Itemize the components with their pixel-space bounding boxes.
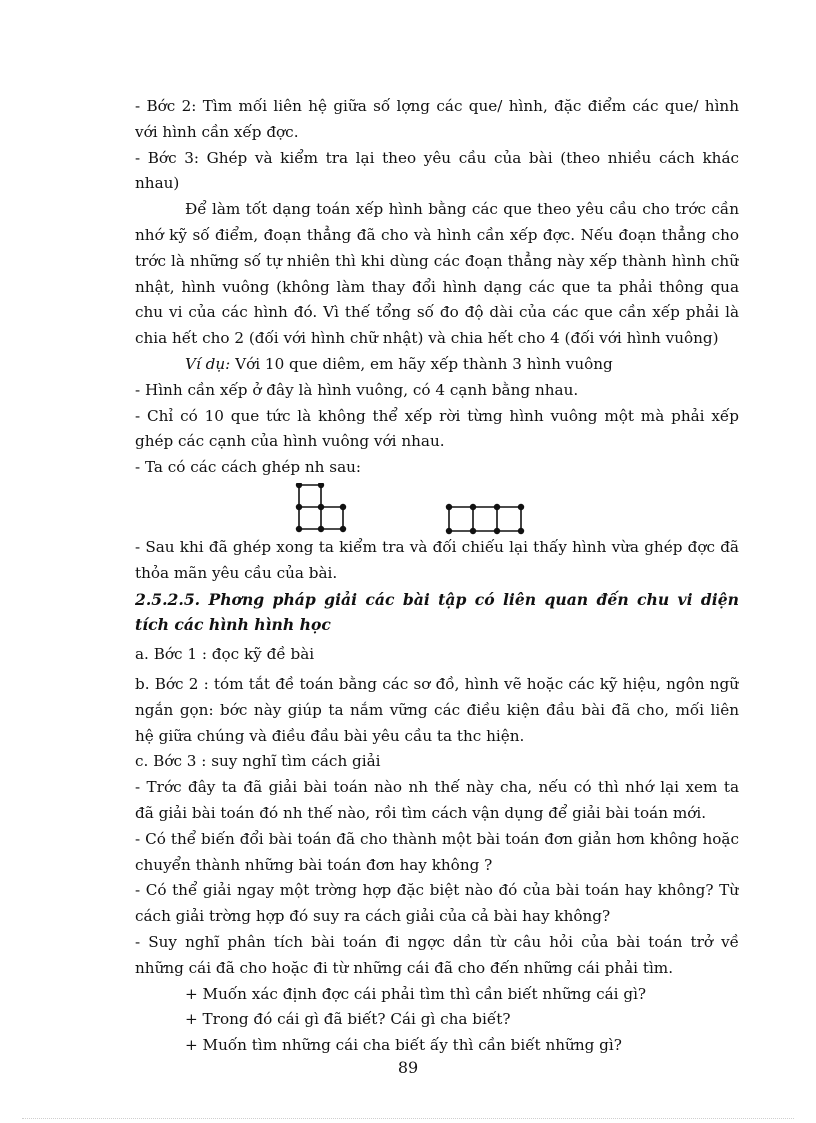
text-line: - Ta có các cách ghép nh sau:: [135, 458, 362, 477]
text-line: b. Bớc 2 : tóm tắt đề toán bằng các sơ đồ, hình vẽ hoặc các kỹ hiệu, ngôn ngữ: [135, 674, 739, 693]
text-line: những cái đã cho hoặc đi từ những cái đã cho đến những cái phải tìm.: [135, 958, 674, 977]
section-heading: 2.5.2.5. Phơng pháp giải các bài tập có liên quan đến chu vi diện: [135, 589, 739, 609]
text-line: nhau): [135, 174, 180, 193]
text-line: - Chỉ có 10 que tức là không thể xếp rời từng hình vuông một mà phải xếp: [135, 406, 739, 425]
figure-horizontal-dots: [446, 504, 524, 534]
text-line: cách giải trờng hợp đó suy ra cách giải của cả bài hay không?: [135, 907, 611, 926]
text-line: Để làm tốt dạng toán xếp hình bằng các que theo yêu cầu cho trớc cần: [185, 200, 739, 219]
text-line: ngắn gọn: bớc này giúp ta nắm vững các điều kiện đầu bài đã cho, mối liên: [135, 700, 739, 719]
page-number: 89: [397, 1058, 419, 1077]
figure-horizontal-squares: [449, 507, 521, 531]
text-line: nhật, hình vuông (không làm thay đổi hình dạng các que ta phải thông qua: [135, 277, 739, 296]
text-line: - Có thể biến đổi bài toán đã cho thành một bài toán đơn giản hơn không hoặc: [135, 829, 739, 848]
text-line: với hình cần xếp đợc.: [135, 122, 299, 141]
bullet-line: + Muốn tìm những cái cha biết ấy thì cần biết những gì?: [185, 1036, 622, 1055]
text-line: - Trớc đây ta đã giải bài toán nào nh thế này cha, nếu có thì nhớ lại xem ta: [135, 778, 739, 797]
text-line: - Bớc 3: Ghép và kiểm tra lại theo yêu cầu của bài (theo nhiều cách khác: [135, 148, 739, 167]
text-line: trớc là những số tự nhiên thì khi dùng các đoạn thẳng này xếp thành hình chữ: [135, 251, 739, 270]
text-line: - Hình cần xếp ở đây là hình vuông, có 4 cạnh bằng nhau.: [135, 380, 579, 399]
matchstick-figures: [135, 483, 739, 535]
footer-dotted-rule: [22, 1118, 794, 1119]
text-line: c. Bớc 3 : suy nghĩ tìm cách giải: [135, 752, 381, 771]
example-line: [135, 352, 739, 378]
text-line: - Suy nghĩ phân tích bài toán đi ngợc dần từ câu hỏi của bài toán trở về: [135, 932, 739, 951]
section-heading-cont: tích các hình hình học: [135, 615, 331, 635]
text-line: chu vi của các hình đó. Vì thế tổng số đo độ dài của các que cần xếp phải là: [135, 303, 739, 322]
text-line: - Sau khi đã ghép xong ta kiểm tra và đối chiếu lại thấy hình vừa ghép đợc đã: [135, 537, 739, 556]
text-line: a. Bớc 1 : đọc kỹ đề bài: [135, 645, 315, 664]
text-line: chuyển thành những bài toán đơn hay không ?: [135, 855, 493, 874]
page-body: [135, 94, 739, 1059]
example-label: Ví dụ:: [185, 354, 231, 373]
text-line: ghép các cạnh của hình vuông với nhau.: [135, 432, 445, 451]
example-text: Với 10 que diêm, em hãy xếp thành 3 hình vuông: [235, 354, 613, 373]
text-line: nhớ kỹ số điểm, đoạn thẳng đã cho và hình cần xếp đợc. Nếu đoạn thẳng cho: [135, 225, 739, 244]
text-line: hệ giữa chúng và điều đầu bài yêu cầu ta thc hiện.: [135, 726, 525, 745]
text-line: đã giải bài toán đó nh thế nào, rồi tìm cách vận dụng để giải bài toán mới.: [135, 803, 707, 822]
bullet-line: + Trong đó cái gì đã biết? Cái gì cha biết?: [185, 1010, 511, 1029]
text-line: chia hết cho 2 (đối với hình chữ nhật) và chia hết cho 4 (đối với hình vuông): [135, 329, 719, 348]
matchstick-diagrams: [135, 483, 739, 539]
text-line: thỏa mãn yêu cầu của bài.: [135, 563, 338, 582]
text-line: - Có thể giải ngay một trờng hợp đặc biệt nào đó của bài toán hay không? Từ: [135, 881, 739, 900]
bullet-line: + Muốn xác định đợc cái phải tìm thì cần biết những cái gì?: [185, 984, 647, 1003]
text-line: - Bớc 2: Tìm mối liên hệ giữa số lợng các que/ hình, đặc điểm các que/ hình: [135, 97, 739, 115]
